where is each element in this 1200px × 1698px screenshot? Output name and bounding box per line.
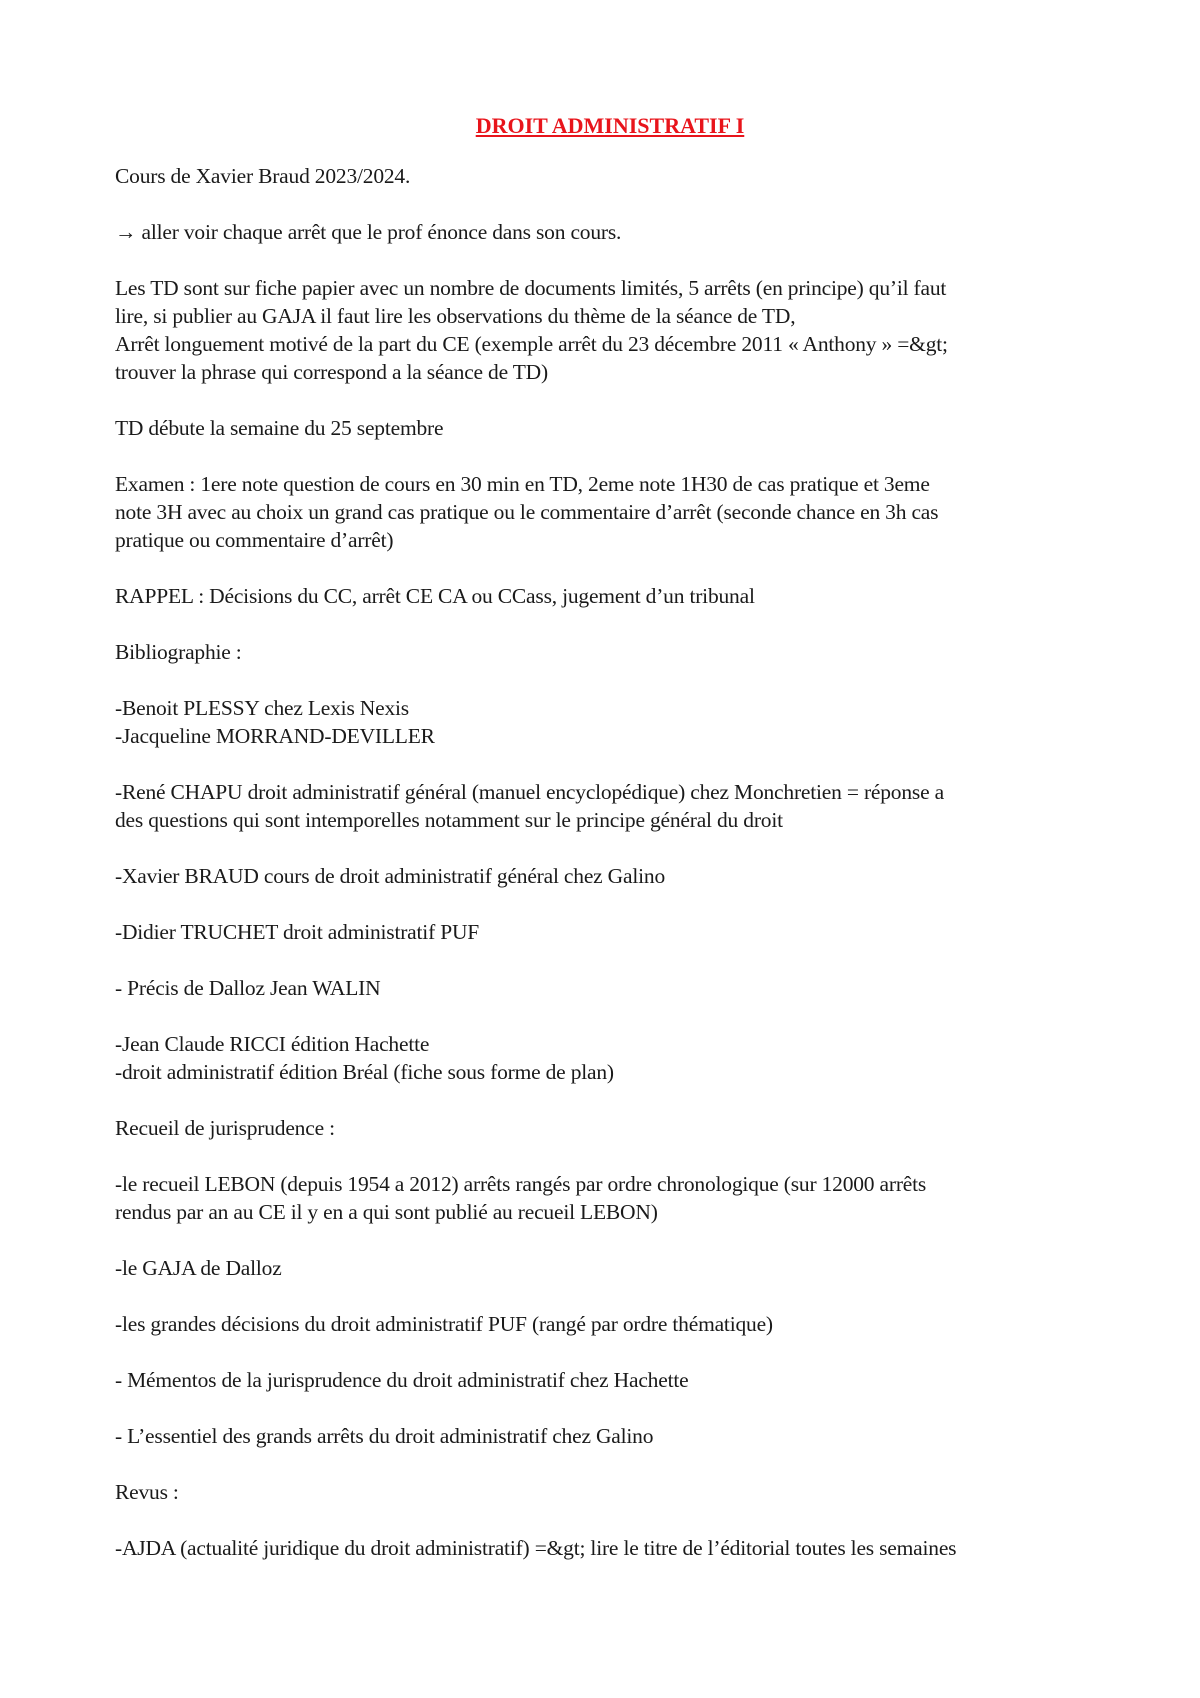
text-line: Revus : — [115, 1480, 179, 1504]
paragraph — [115, 470, 1105, 554]
text-line: rendus par an au CE il y en a qui sont publié au recueil LEBON) — [115, 1200, 658, 1224]
text-line: -le recueil LEBON (depuis 1954 a 2012) arrêts rangés par ordre chronologique (sur 12000 arrêts — [115, 1172, 927, 1196]
paragraph — [115, 1422, 1105, 1450]
paragraph — [115, 218, 1105, 246]
paragraph — [115, 1366, 1105, 1394]
text-line: Arrêt longuement motivé de la part du CE (exemple arrêt du 23 décembre 2011 « Anthony » =&gt; — [115, 332, 948, 356]
text-line: - L’essentiel des grands arrêts du droit administratif chez Galino — [115, 1424, 654, 1448]
paragraph — [115, 694, 1105, 750]
text-line: -le GAJA de Dalloz — [115, 1256, 282, 1280]
text-line: -AJDA (actualité juridique du droit administratif) =&gt; lire le titre de l’éditorial toutes les semaines — [115, 1536, 957, 1560]
text-line: -les grandes décisions du droit administratif PUF (rangé par ordre thématique) — [115, 1312, 773, 1336]
document-title: DROIT ADMINISTRATIF I — [475, 113, 745, 138]
text-line: Recueil de jurisprudence : — [115, 1116, 335, 1140]
text-line: -Jean Claude RICCI édition Hachette — [115, 1032, 430, 1056]
text-line: pratique ou commentaire d’arrêt) — [115, 528, 394, 552]
text-line: -Benoit PLESSY chez Lexis Nexis — [115, 696, 409, 720]
paragraph — [115, 862, 1105, 890]
text-line: Bibliographie : — [115, 640, 242, 664]
text-line: -Jacqueline MORRAND-DEVILLER — [115, 724, 435, 748]
text-line: Examen : 1ere note question de cours en 30 min en TD, 2eme note 1H30 de cas pratique et 3eme — [115, 472, 930, 496]
paragraph — [115, 582, 1105, 610]
text-line: lire, si publier au GAJA il faut lire les observations du thème de la séance de TD, — [115, 304, 796, 328]
text-line: -René CHAPU droit administratif général (manuel encyclopédique) chez Monchretien = réponse a — [115, 780, 944, 804]
text-line: -droit administratif édition Bréal (fiche sous forme de plan) — [115, 1060, 614, 1084]
text-line: des questions qui sont intemporelles notamment sur le principe général du droit — [115, 808, 783, 832]
text-line: RAPPEL : Décisions du CC, arrêt CE CA ou CCass, jugement d’un tribunal — [115, 584, 755, 608]
paragraph — [115, 638, 1105, 666]
paragraph — [115, 162, 1105, 190]
paragraph — [115, 974, 1105, 1002]
paragraph — [115, 1030, 1105, 1086]
text-line: → aller voir chaque arrêt que le prof énonce dans son cours. — [115, 220, 622, 244]
paragraph — [115, 1534, 1105, 1562]
paragraph — [115, 1114, 1105, 1142]
paragraph — [115, 274, 1105, 386]
paragraph — [115, 1310, 1105, 1338]
paragraph — [115, 414, 1105, 442]
text-line: Cours de Xavier Braud 2023/2024. — [115, 164, 411, 188]
text-line: -Xavier BRAUD cours de droit administratif général chez Galino — [115, 864, 666, 888]
paragraph-list — [115, 162, 1105, 1562]
text-line: TD débute la semaine du 25 septembre — [115, 416, 444, 440]
text-line: - Mémentos de la jurisprudence du droit administratif chez Hachette — [115, 1368, 689, 1392]
paragraph — [115, 1254, 1105, 1282]
document-body — [115, 112, 1105, 1590]
text-line: note 3H avec au choix un grand cas pratique ou le commentaire d’arrêt (seconde chance en 3h cas — [115, 500, 939, 524]
text-line: - Précis de Dalloz Jean WALIN — [115, 976, 381, 1000]
paragraph — [115, 778, 1105, 834]
text-line: trouver la phrase qui correspond a la séance de TD) — [115, 360, 548, 384]
paragraph — [115, 1170, 1105, 1226]
paragraph — [115, 1478, 1105, 1506]
paragraph — [115, 918, 1105, 946]
text-line: -Didier TRUCHET droit administratif PUF — [115, 920, 480, 944]
text-line: Les TD sont sur fiche papier avec un nombre de documents limités, 5 arrêts (en principe) qu’il faut — [115, 276, 947, 300]
